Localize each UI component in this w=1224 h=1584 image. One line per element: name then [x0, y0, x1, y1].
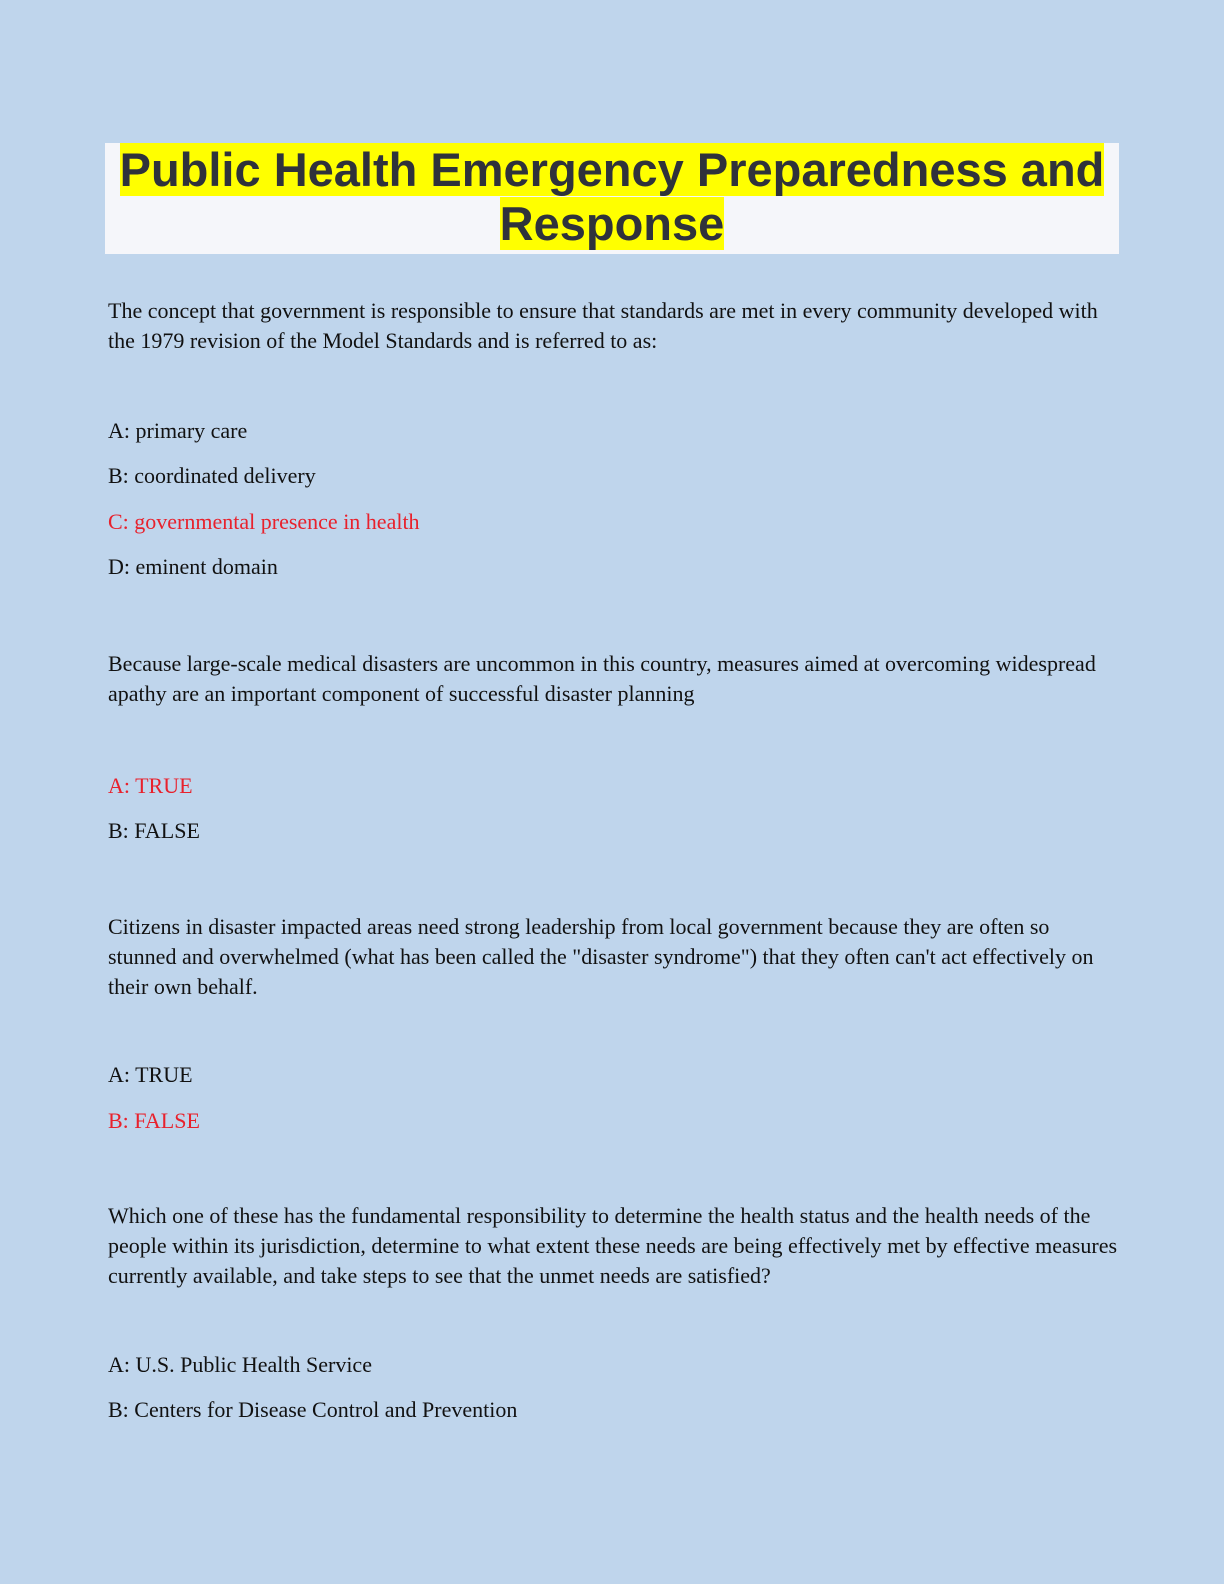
question-3-option-a: A: TRUE — [108, 1062, 193, 1087]
question-4-option-b: B: Centers for Disease Control and Prevention — [108, 1397, 518, 1422]
question-3-option-b: B: FALSE — [108, 1108, 200, 1133]
question-4-option-a: A: U.S. Public Health Service — [108, 1352, 372, 1377]
question-1-option-a: A: primary care — [108, 418, 248, 443]
question-1-option-b: B: coordinated delivery — [108, 463, 316, 488]
question-1-text: The concept that government is responsible to ensure that standards are met in every community developed with the 1979 revision of the Model Standards and is referred to as: — [108, 298, 1098, 353]
question-1-option-c: C: governmental presence in health — [108, 509, 420, 534]
page-title — [105, 143, 1119, 251]
title-line-2: Response — [499, 197, 725, 250]
question-2-option-b: B: FALSE — [108, 818, 200, 843]
question-2-text: Because large-scale medical disasters are uncommon in this country, measures aimed at overcoming widespread apathy are an important component of successful disaster planning — [108, 651, 1096, 706]
title-box — [105, 143, 1119, 254]
question-2-option-a: A: TRUE — [108, 773, 193, 798]
title-line-1: Public Health Emergency Preparedness and — [119, 143, 1105, 196]
question-1-option-d: D: eminent domain — [108, 554, 278, 579]
question-4-text: Which one of these has the fundamental responsibility to determine the health status and the health needs of the people within its jurisdiction, determine to what extent these needs are being effectively met by effective measures currently available, and take steps to see that the unmet needs are satisfied? — [108, 1203, 1118, 1288]
question-3-text: Citizens in disaster impacted areas need strong leadership from local government because they are often so stunned and overwhelmed (what has been called the "disaster syndrome") that they often can't act effectively on their own behalf. — [108, 914, 1094, 999]
